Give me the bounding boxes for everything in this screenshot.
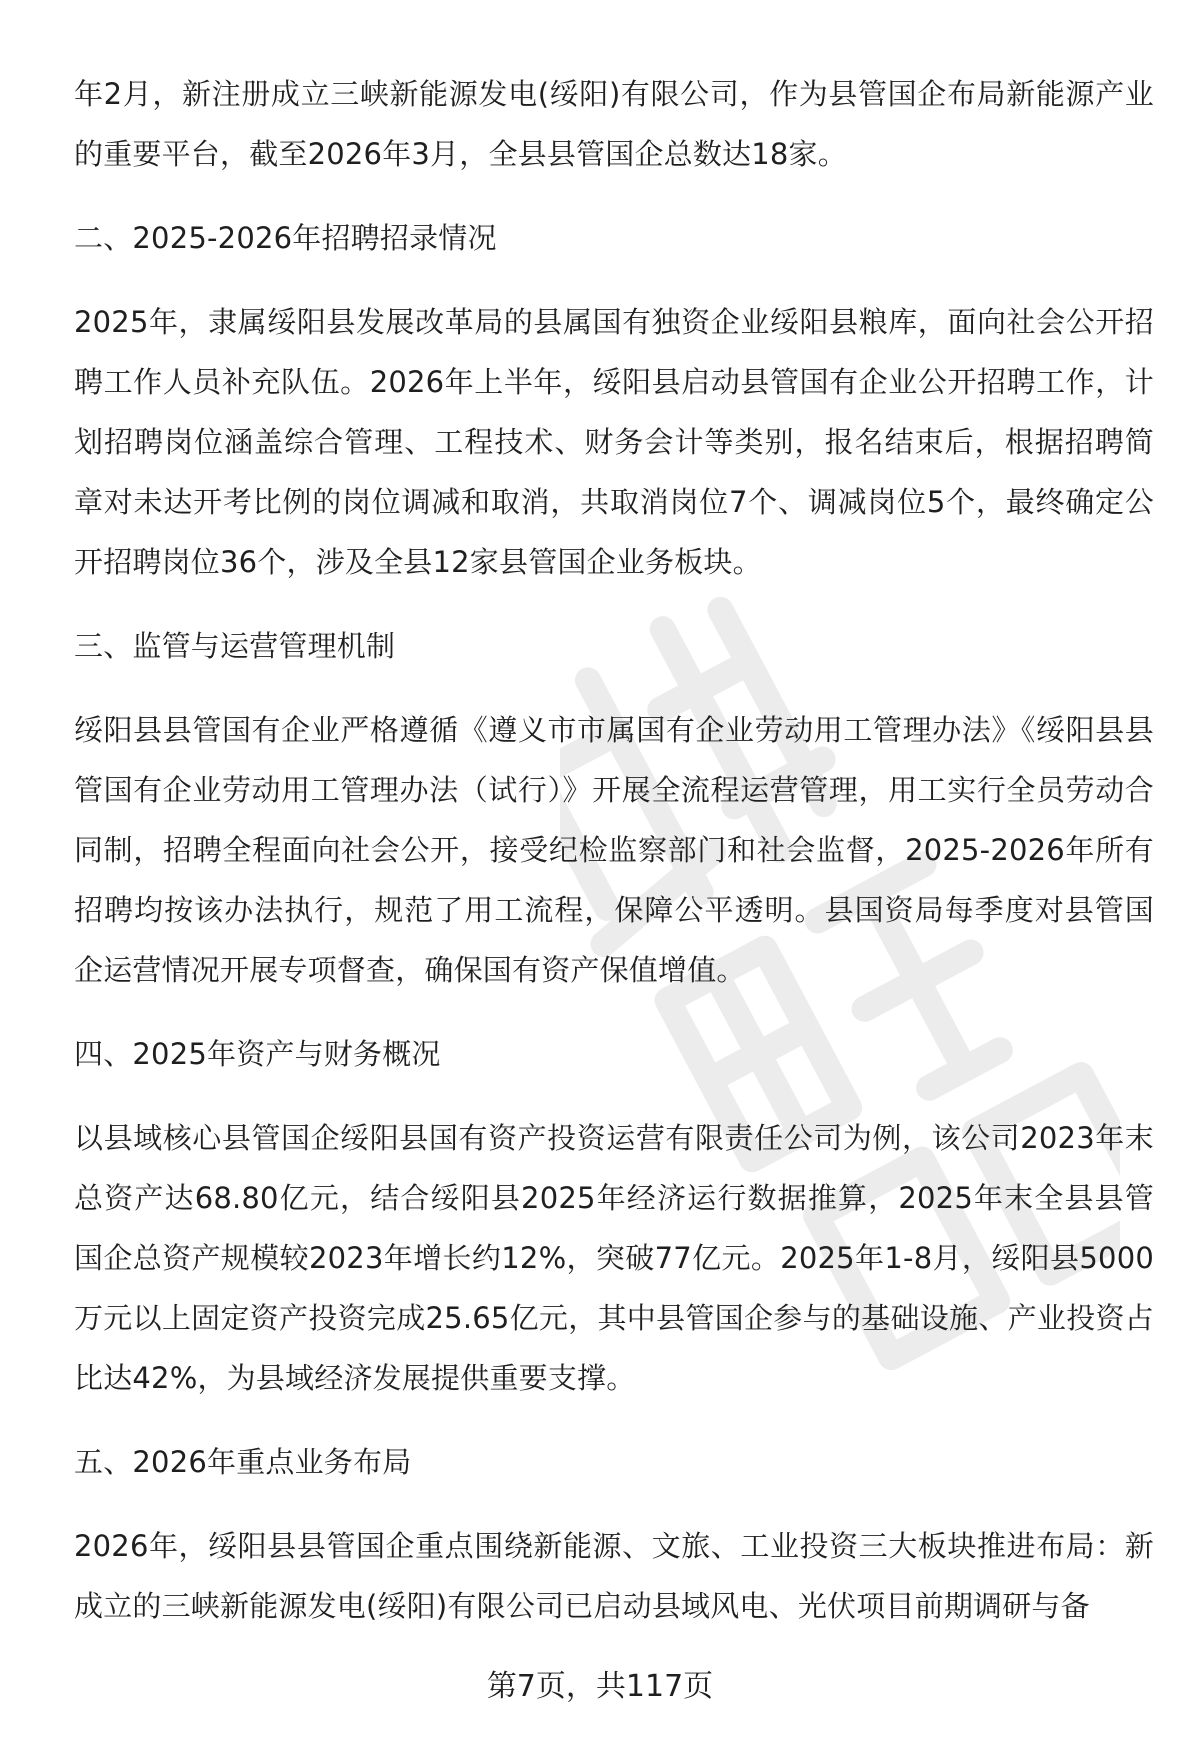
section-heading-assets: 四、2025年资产与财务概况 [74,1037,441,1071]
section-heading-recruitment: 二、2025-2026年招聘招录情况 [74,221,497,255]
document-body [74,64,1154,1636]
paragraph-business: 2026年，绥阳县县管国企重点围绕新能源、文旅、工业投资三大板块推进布局：新成立的三峡新能源发电(绥阳)有限公司已启动县域风电、光伏项目前期调研与备 [74,1529,1154,1623]
paragraph-intro-continued: 年2月，新注册成立三峡新能源发电(绥阳)有限公司，作为县管国企布局新能源产业的重要平台，截至2026年3月，全县县管国企总数达18家。 [74,77,1154,171]
section-heading-business: 五、2026年重点业务布局 [74,1445,412,1479]
paragraph-supervision: 绥阳县县管国有企业严格遵循《遵义市市属国有企业劳动用工管理办法》《绥阳县县管国有企业劳动用工管理办法（试行）》开展全流程运营管理，用工实行全员劳动合同制，招聘全程面向社会公开，接受纪检监察部门和社会监督，2025-2026年所有招聘均按该办法执行，规范了用工流程，保障公平透明。县国资局每季度对县管国企运营情况开展专项督查，确保国有资产保值增值。 [74,713,1154,987]
paragraph-assets: 以县域核心县管国企绥阳县国有资产投资运营有限责任公司为例，该公司2023年末总资产达68.80亿元，结合绥阳县2025年经济运行数据推算，2025年末全县县管国企总资产规模较2023年增长约12%，突破77亿元。2025年1-8月，绥阳县5000万元以上固定资产投资完成25.65亿元，其中县管国企参与的基础设施、产业投资占比达42%，为县域经济发展提供重要支撑。 [74,1121,1154,1395]
page-number: 第7页，共117页 [486,1669,714,1704]
section-heading-supervision: 三、监管与运营管理机制 [74,629,396,663]
paragraph-recruitment: 2025年，隶属绥阳县发展改革局的县属国有独资企业绥阳县粮库，面向社会公开招聘工作人员补充队伍。2026年上半年，绥阳县启动县管国有企业公开招聘工作，计划招聘岗位涵盖综合管理、工程技术、财务会计等类别，报名结束后，根据招聘简章对未达开考比例的岗位调减和取消，共取消岗位7个、调减岗位5个，最终确定公开招聘岗位36个，涉及全县12家县管国企业务板块。 [74,305,1154,579]
